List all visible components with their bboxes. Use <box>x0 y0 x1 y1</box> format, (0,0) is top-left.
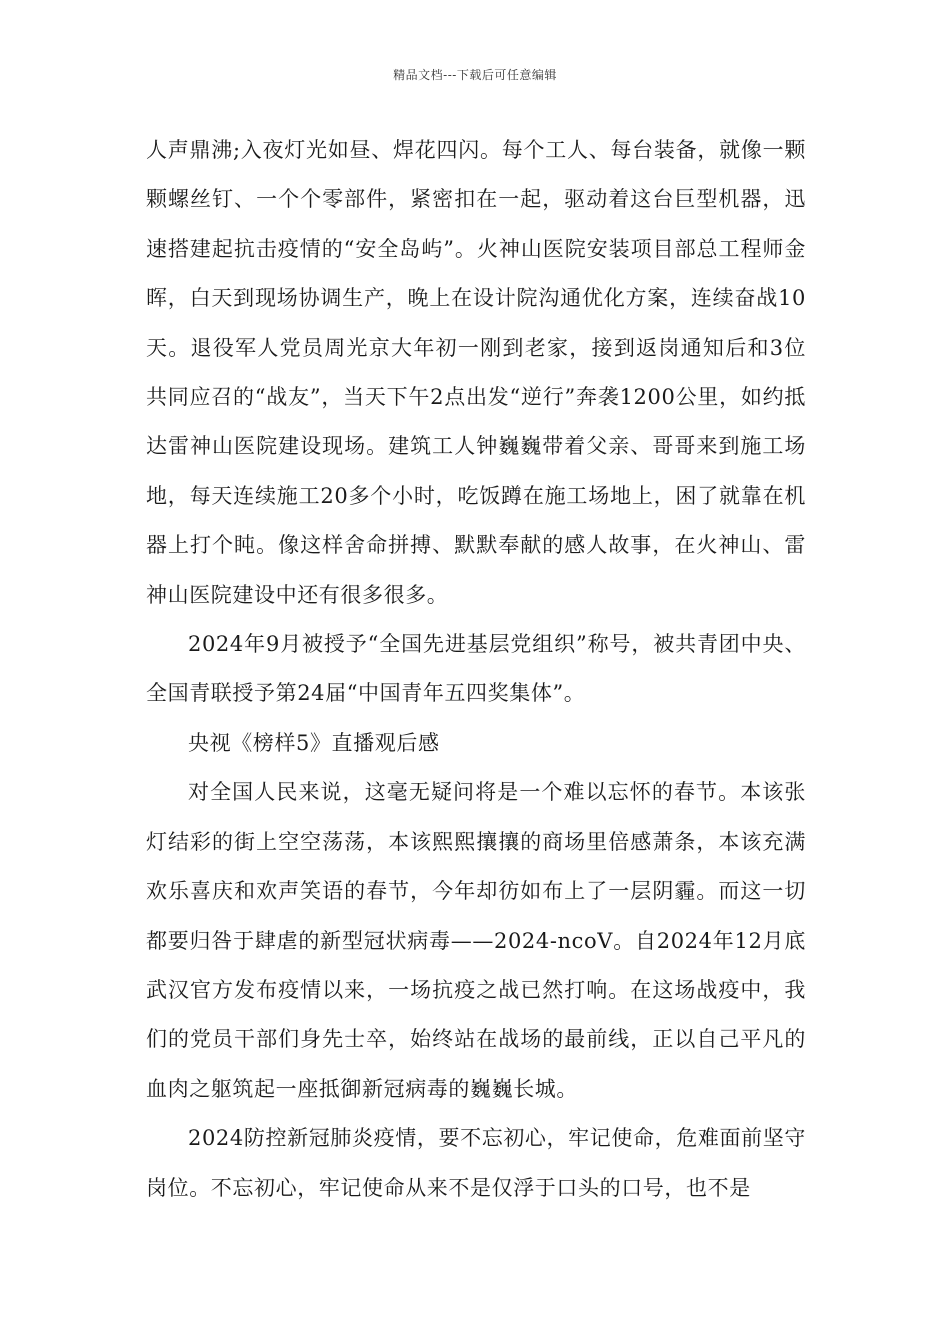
page-header: 精品文档---下载后可任意编辑 <box>393 68 557 82</box>
paragraph-3: 对全国人民来说，这毫无疑问将是一个难以忘怀的春节。本该张灯结彩的街上空空荡荡，本该熙熙攘攘的商场里倍感萧条，本该充满欢乐喜庆和欢声笑语的春节，今年却彷如布上了一层阴霾。而这一切都要归咎于肆虐的新型冠状病毒——2024-ncoV。自2024年12月底武汉官方发布疫情以来，一场抗疫之战已然打响。在这场战疫中，我们的党员干部们身先士卒，始终站在战场的最前线，正以自己平凡的血肉之躯筑起一座抵御新冠病毒的巍巍长城。 <box>146 780 806 1101</box>
document-body <box>146 126 806 1213</box>
section-title: 央视《榜样5》直播观后感 <box>188 730 440 755</box>
paragraph-4: 2024防控新冠肺炎疫情，要不忘初心，牢记使命，危难面前坚守岗位。不忘初心，牢记使命从来不是仅浮于口头的口号，也不是 <box>146 1126 806 1200</box>
paragraph-1: 人声鼎沸;入夜灯光如昼、焊花四闪。每个工人、每台装备，就像一颗颗螺丝钉、一个个零部件，紧密扣在一起，驱动着这台巨型机器，迅速搭建起抗击疫情的“安全岛屿”。火神山医院安装项目部总工程师金晖，白天到现场协调生产，晚上在设计院沟通优化方案，连续奋战10天。退役军人党员周光京大年初一刚到老家，接到返岗通知后和3位共同应召的“战友”，当天下午2点出发“逆行”奔袭1200公里，如约抵达雷神山医院建设现场。建筑工人钟巍巍带着父亲、哥哥来到施工场地，每天连续施工20多个小时，吃饭蹲在施工场地上，困了就靠在机器上打个盹。像这样舍命拼搏、默默奉献的感人故事，在火神山、雷神山医院建设中还有很多很多。 <box>146 138 806 607</box>
paragraph-2: 2024年9月被授予“全国先进基层党组织”称号，被共青团中央、全国青联授予第24届“中国青年五四奖集体”。 <box>146 632 806 706</box>
